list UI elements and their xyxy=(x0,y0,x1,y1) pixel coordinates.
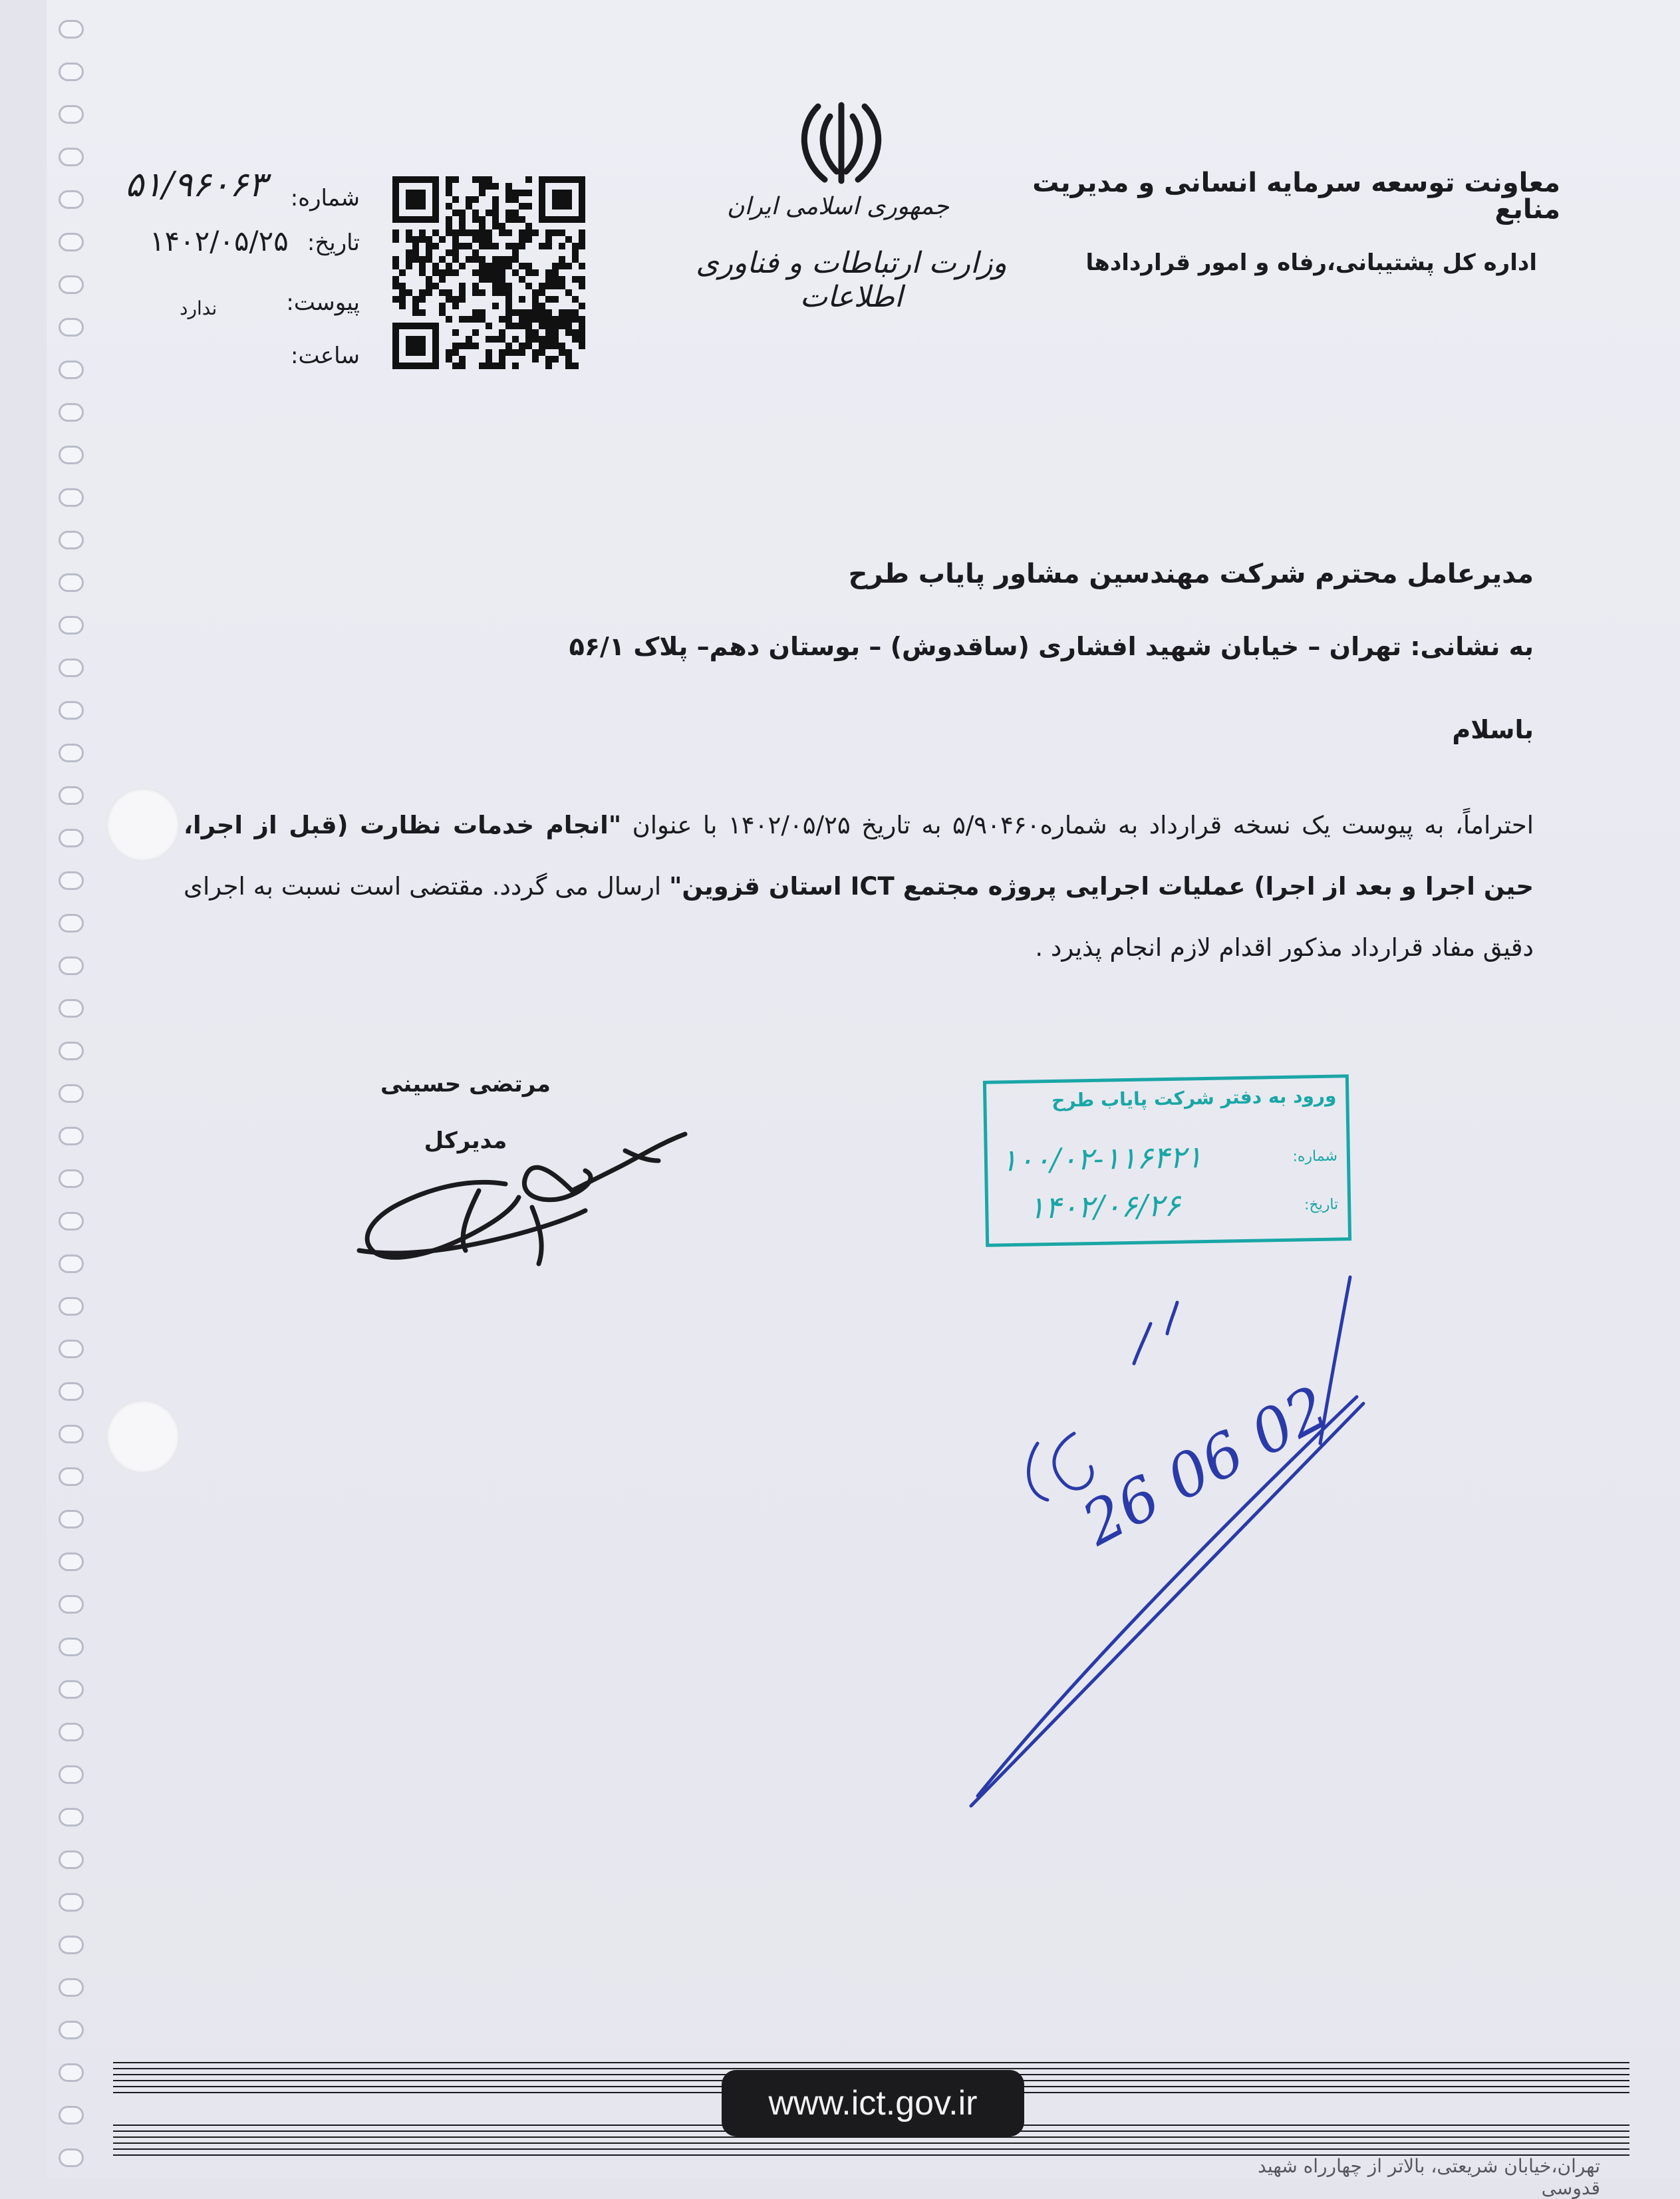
spiral-hole xyxy=(59,488,84,507)
spiral-hole xyxy=(59,573,84,592)
spiral-hole xyxy=(59,701,84,720)
website-link[interactable]: www.ict.gov.ir xyxy=(722,2070,1024,2136)
spiral-hole xyxy=(59,1254,84,1273)
spiral-hole xyxy=(59,914,84,933)
footer-address: تهران،خیابان شریعتی، بالاتر از چهارراه شهید قدوسی xyxy=(1258,2155,1600,2199)
spiral-hole xyxy=(59,1936,84,1954)
body-text-closing: ارسال می گردد. مقتضی است نسبت به اجرای دقیق مفاد قرارداد مذکور اقدام لازم انجام پذیرد . xyxy=(184,872,1534,962)
spiral-hole xyxy=(59,403,84,422)
spiral-hole xyxy=(59,999,84,1018)
spiral-hole xyxy=(59,1638,84,1656)
spiral-hole xyxy=(59,1595,84,1614)
spiral-hole xyxy=(59,616,84,635)
spiral-hole xyxy=(59,2106,84,2125)
number-value: ۵۱/۹۶۰۶۳ xyxy=(125,165,267,205)
spiral-hole xyxy=(59,361,84,379)
ministry-line: وزارت ارتباطات و فناوری اطلاعات xyxy=(696,246,1007,314)
spiral-hole xyxy=(59,1084,84,1103)
spiral-hole xyxy=(59,1680,84,1699)
spiral-hole xyxy=(59,1382,84,1401)
spiral-hole xyxy=(59,105,84,124)
recipient-line: مدیرعامل محترم شرکت مهندسین مشاور پایاب طرح xyxy=(848,559,1534,589)
country-line: جمهوری اسلامی ایران xyxy=(727,193,949,220)
spiral-hole xyxy=(59,1808,84,1827)
spiral-hole xyxy=(59,1510,84,1529)
spiral-hole xyxy=(59,275,84,294)
spiral-hole xyxy=(59,1212,84,1231)
spiral-hole xyxy=(59,1425,84,1443)
spiral-hole xyxy=(59,1552,84,1571)
qr-code-icon xyxy=(392,176,585,369)
handwritten-note-text: 26 06 02 xyxy=(1071,1372,1340,1560)
stamp-number-value: ۱۰۰/۰۲-۱۱۶۴۲۱ xyxy=(1000,1139,1203,1179)
header-dept-line: اداره کل پشتیبانی،رفاه و امور قراردادها xyxy=(1085,249,1537,276)
spiral-hole xyxy=(59,1893,84,1912)
iran-emblem-icon xyxy=(791,93,891,193)
spiral-hole xyxy=(59,744,84,762)
punch-hole xyxy=(106,788,180,861)
spiral-hole xyxy=(59,318,84,337)
spiral-hole xyxy=(59,1042,84,1060)
letter-page xyxy=(47,0,1680,2179)
date-value: ۱۴۰۲/۰۵/۲۵ xyxy=(150,225,289,257)
spiral-hole xyxy=(59,1340,84,1358)
spiral-hole xyxy=(59,1723,84,1741)
stamp-title: ورود به دفتر شرکت پایاب طرح xyxy=(1051,1084,1337,1112)
spiral-hole xyxy=(59,1127,84,1145)
spiral-hole xyxy=(59,1297,84,1316)
spiral-hole xyxy=(59,148,84,166)
date-label: تاریخ: xyxy=(307,229,360,256)
spiral-hole xyxy=(59,20,84,39)
spiral-hole xyxy=(59,1765,84,1784)
number-label: شماره: xyxy=(290,185,360,212)
address-line: به نشانی: تهران – خیابان شهید افشاری (ساقدوش) – بوستان دهم– پلاک ۵۶/۱ xyxy=(569,632,1534,661)
spiral-hole xyxy=(59,233,84,251)
stamp-number-label: شماره: xyxy=(1292,1147,1338,1165)
spiral-hole xyxy=(59,2148,84,2167)
spiral-hole xyxy=(59,829,84,847)
body-text-intro: احتراماً، به پیوست یک نسخه قرارداد به شماره۵/۹۰۴۶۰ به تاریخ ۱۴۰۲/۰۵/۲۵ با عنوان xyxy=(621,811,1534,839)
spiral-hole xyxy=(59,446,84,464)
punch-hole xyxy=(106,1400,180,1473)
stamp-date-label: تاریخ: xyxy=(1304,1196,1339,1214)
header-org-line: معاونت توسعه سرمایه انسانی و مدیریت منابع xyxy=(1032,168,1560,225)
spiral-hole xyxy=(59,1850,84,1869)
time-label: ساعت: xyxy=(291,343,360,369)
spiral-hole xyxy=(59,2063,84,2082)
spiral-hole xyxy=(59,1978,84,1997)
spiral-hole xyxy=(59,531,84,549)
spiral-hole xyxy=(59,786,84,805)
spiral-hole xyxy=(59,2021,84,2039)
signatory-title: مدیرکل xyxy=(424,1127,507,1154)
spiral-hole xyxy=(59,659,84,677)
spiral-hole xyxy=(59,956,84,975)
attachment-value: ندارد xyxy=(180,297,217,319)
spiral-hole xyxy=(59,63,84,81)
spiral-hole xyxy=(59,871,84,890)
spiral-hole xyxy=(59,190,84,209)
attachment-label: پیوست: xyxy=(286,289,360,316)
spiral-hole xyxy=(59,1467,84,1486)
stamp-date-value: ۱۴۰۲/۰۶/۲۶ xyxy=(1028,1187,1181,1226)
signatory-name: مرتضی حسینی xyxy=(380,1071,551,1098)
spiral-hole xyxy=(59,1169,84,1188)
contract-title: "انجام خدمات نظارت (قبل از اجرا، حین اجرا و بعد از اجرا) عملیات اجرایی پروژه مجتمع ICT استان قزوین" xyxy=(184,811,1534,901)
greeting: باسلام xyxy=(1452,715,1534,744)
receipt-stamp xyxy=(983,1074,1351,1247)
letter-body xyxy=(184,795,1534,978)
